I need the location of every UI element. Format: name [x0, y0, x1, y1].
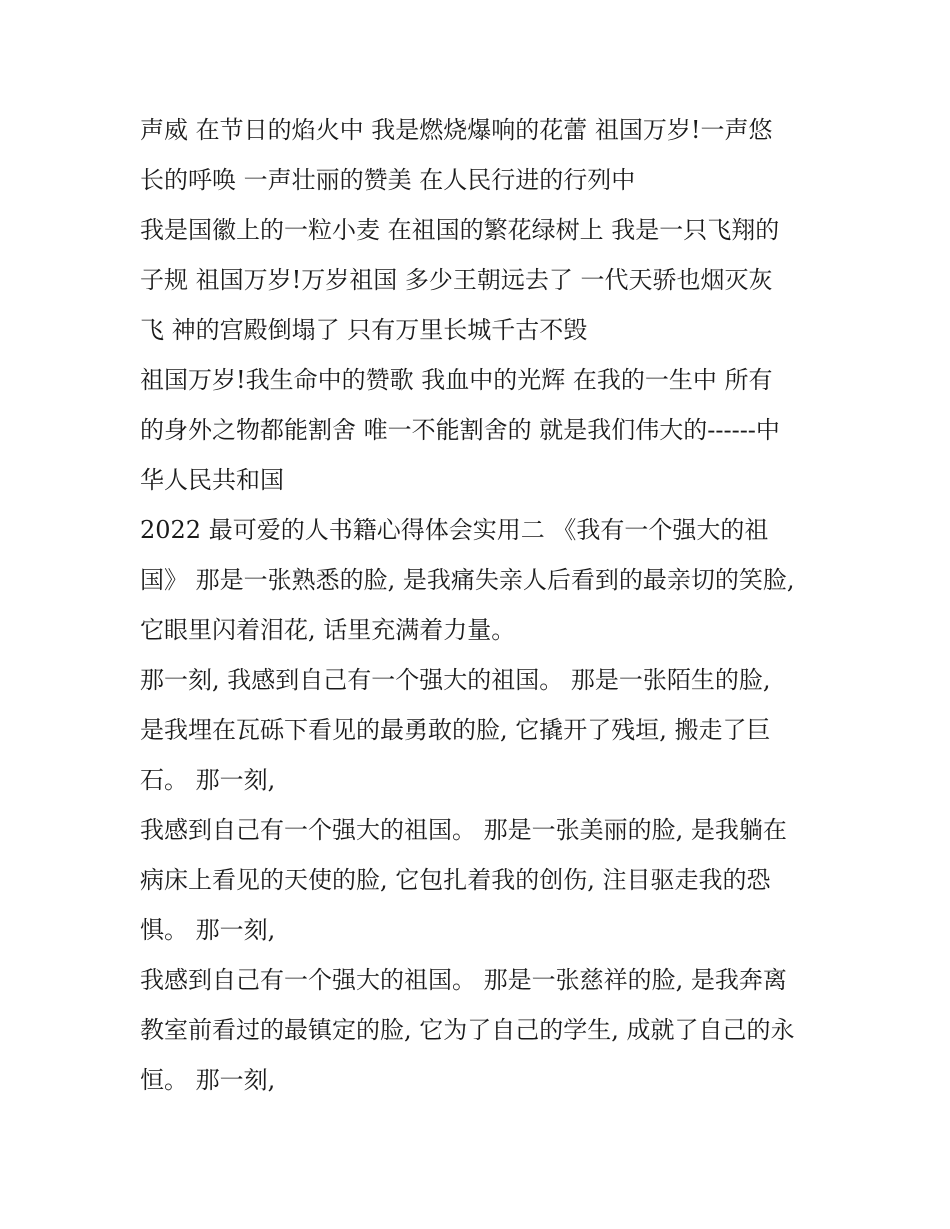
text-line: 教室前看过的最镇定的脸, 它为了自己的学生, 成就了自己的永 — [140, 1016, 795, 1044]
text-line: 祖国万岁!我生命中的赞歌 我血中的光辉 在我的一生中 所有 — [140, 366, 773, 394]
document-body — [140, 108, 820, 1108]
text-line: 病床上看见的天使的脸, 它包扎着我的创伤, 注目驱走我的恐 — [140, 866, 771, 894]
text-line: 恒。 那一刻, — [140, 1066, 276, 1094]
text-line: 长的呼唤 一声壮丽的赞美 在人民行进的行列中 — [140, 166, 636, 194]
text-line: 石。 那一刻, — [140, 766, 276, 794]
text-line: 子规 祖国万岁!万岁祖国 多少王朝远去了 一代天骄也烟灭灰 — [140, 266, 773, 294]
text-line: 那一刻, 我感到自己有一个强大的祖国。 那是一张陌生的脸, — [140, 666, 771, 694]
text-line: 的身外之物都能割舍 唯一不能割舍的 就是我们伟大的------中 — [140, 416, 780, 444]
text-line: 飞 神的宫殿倒塌了 只有万里长城千古不毁 — [140, 316, 588, 344]
text-line: 是我埋在瓦砾下看见的最勇敢的脸, 它撬开了残垣, 搬走了巨 — [140, 716, 771, 744]
text-line: 2022 最可爱的人书籍心得体会实用二 《我有一个强大的祖 — [140, 516, 769, 544]
text-line: 它眼里闪着泪花, 话里充满着力量。 — [140, 616, 516, 644]
text-line: 国》 那是一张熟悉的脸, 是我痛失亲人后看到的最亲切的笑脸, — [140, 566, 795, 594]
text-line: 我是国徽上的一粒小麦 在祖国的繁花绿树上 我是一只飞翔的 — [140, 216, 780, 244]
text-line: 我感到自己有一个强大的祖国。 那是一张慈祥的脸, 是我奔离 — [140, 966, 787, 994]
text-line: 惧。 那一刻, — [140, 916, 276, 944]
text-line: 我感到自己有一个强大的祖国。 那是一张美丽的脸, 是我躺在 — [140, 816, 787, 844]
text-line: 声威 在节日的焰火中 我是燃烧爆响的花蕾 祖国万岁!一声悠 — [140, 116, 773, 144]
text-line: 华人民共和国 — [140, 466, 284, 494]
